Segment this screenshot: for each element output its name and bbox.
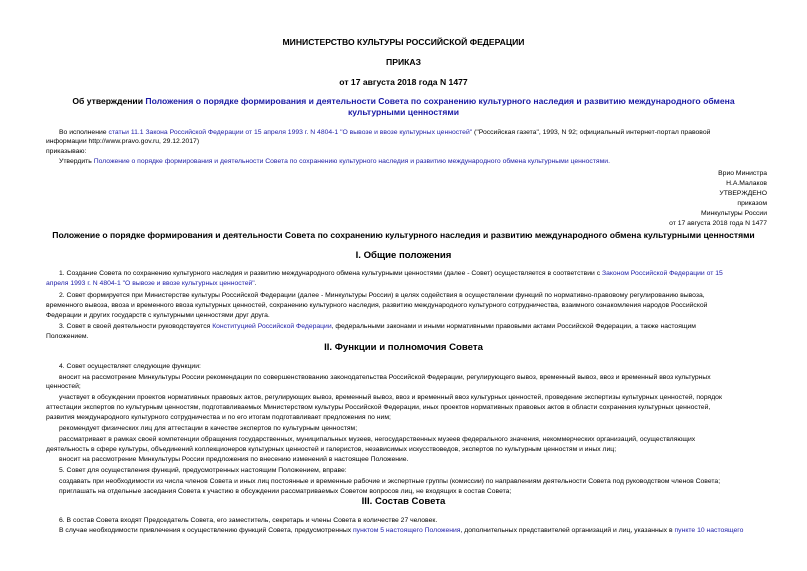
point-5-link[interactable]: пунктом 5 настоящего Положения [353, 527, 461, 534]
preamble-source: ("Российская газета", 1993, N 92; официальный интернет-портал правовой [472, 129, 711, 136]
order-date-number: от 17 августа 2018 года N 1477 [339, 77, 468, 87]
preamble-line2: информации http://www.pravo.gov.ru, 29.12.2017) [46, 138, 200, 145]
approved-ministry: Минкультуры России [701, 210, 767, 217]
order-title-prefix: Об утверждении [72, 96, 146, 106]
approve-link[interactable]: Положение о порядке формирования и деятельности Совета по сохранению культурного наследия и развитию международного обмена культурными ценностями. [93, 158, 610, 165]
paragraph-4: 4. Совет осуществляет следующие функции: [59, 363, 201, 370]
section-3-heading: III. Состав Совета [361, 496, 446, 507]
right-1: создавать при необходимости из числа членов Совета и иных лиц постоянные и временные рабочие и экспертные группы (комиссии) по направлениям деятельности Совета под руководством членов Совета; [59, 478, 721, 485]
approve-lead: Утвердить [59, 158, 94, 165]
point-10-link[interactable]: пункте 10 настоящего [674, 527, 744, 534]
section-2-heading: II. Функции и полномочия Совета [324, 342, 483, 353]
function-5: вносит на рассмотрение Минкультуры России предложения по внесению изменений в настоящее Положение. [59, 456, 409, 463]
approved-date-number: от 17 августа 2018 года N 1477 [669, 220, 767, 227]
paragraph-1-line2 [46, 279, 257, 289]
law-link-2[interactable]: Законом Российской Федерации от 15 [602, 270, 723, 277]
approved-label: УТВЕРЖДЕНО [719, 190, 767, 197]
paragraph-2-line1: 2. Совет формируется при Министерстве культуры Российской Федерации (далее - Минкультуры России) в целях содействия в осуществлении функций по нормативно-правовому регулированию вывоза, [59, 292, 705, 299]
approved-by-order: приказом [737, 200, 767, 207]
ministry-heading: МИНИСТЕРСТВО КУЛЬТУРЫ РОССИЙСКОЙ ФЕДЕРАЦИИ [282, 37, 525, 47]
function-3: рекомендует физических лиц для аттестации в качестве экспертов по культурным ценностям; [59, 425, 358, 432]
paragraph-3-line1 [59, 322, 696, 332]
paragraph-1-tail: . [254, 280, 257, 287]
order-title-line2[interactable]: культурными ценностями [347, 107, 460, 117]
paragraph-2-line3: Федерации и других государств с культурными ценностями друг друга. [46, 312, 270, 319]
constitution-link[interactable]: Конституцией Российской Федерации [212, 323, 332, 330]
function-4-line1: рассматривает в рамках своей компетенции обращения государственных, муниципальных музеев, негосударственных музеев федерального значения, некоммерческих организаций, осуществляющих [59, 436, 696, 443]
preamble-lead: Во исполнение [59, 129, 109, 136]
signature-name: Н.А.Малаков [726, 180, 767, 187]
paragraph-6: 6. В состав Совета входят Председатель Совета, его заместитель, секретарь и члены Совета в количестве 27 человек. [59, 517, 438, 524]
paragraph-7-line1 [59, 526, 743, 536]
function-4-line2: деятельность в сфере культуры, объединений коллекционеров культурных ценностей и галеристов, независимых искусствоведов, экспертов по культурным ценностям и иных лиц; [46, 446, 617, 453]
approve-line [59, 157, 610, 167]
law-link-2-cont[interactable]: апреля 1993 г. N 4804-1 "О вывозе и ввозе культурных ценностей" [46, 280, 255, 287]
paragraph-3-tail: , федеральными законами и иными нормативными правовыми актами Российской Федерации, а также настоящим [331, 323, 696, 330]
order-title [0, 96, 807, 107]
law-link[interactable]: статьи 11.1 Закона Российской Федерации от 15 апреля 1993 г. N 4804-1 "О вывозе и ввозе культурных ценностей" [108, 129, 473, 136]
paragraph-1-line1 [59, 269, 723, 279]
function-2-line3: развития международного культурного сотрудничества и по его итогам подготавливает предложения по ним; [46, 414, 391, 421]
paragraph-1-lead: 1. Создание Совета по сохранению культурного наследия и развитию международного обмена культурными ценностями (далее - Совет) осуществляется в соответствии с [59, 270, 602, 277]
paragraph-3-lead: 3. Совет в своей деятельности руководствуется [59, 323, 213, 330]
right-2: приглашать на отдельные заседания Совета к участию в обсуждении рассматриваемых Советом вопросов лиц, не входящих в состав Совета; [59, 488, 512, 495]
function-1-line1: вносит на рассмотрение Минкультуры России рекомендации по совершенствованию законодательства Российской Федерации, регулирующего вывоз, временный вывоз, ввоз и временный ввоз культурных [59, 374, 711, 381]
paragraph-7-mid: , дополнительных представителей организаций и лиц, указанных в [460, 527, 675, 534]
function-1-line2: ценностей; [46, 383, 81, 390]
section-1-heading: I. Общие положения [355, 250, 452, 261]
order-title-link[interactable]: Положения о порядке формирования и деятельности Совета по сохранению культурного наследия и развитию международного обмена [145, 96, 735, 106]
signature-position: Врио Министра [718, 170, 767, 177]
regulation-title: Положение о порядке формирования и деятельности Совета по сохранению культурного наследия и развитию международного обмена культурными ценностями [52, 230, 755, 240]
function-2-line2: аттестации экспертов по культурным ценностям, подготавливаемых Министерством культуры Российской Федерации, иных проектов нормативных правовых актов в области сохранения культурных ценностей, [46, 404, 711, 411]
function-2-line1: участвует в обсуждении проектов нормативных правовых актов, регулирующих вывоз, временный вывоз, ввоз и временный ввоз культурных ценностей, проведение экспертизы культурных ценностей, порядок [59, 394, 722, 401]
paragraph-2-line2: временного вывоза, ввоза и временного ввоза культурных ценностей, сохранению культурного наследия, развитию международного культурного сотрудничества, взаимного ознакомления народов Российской [46, 302, 708, 309]
order-word: приказываю: [46, 148, 87, 155]
paragraph-7-lead: В случае необходимости привлечения к осуществлению функций Совета, предусмотренных [59, 527, 353, 534]
order-heading: ПРИКАЗ [386, 57, 421, 67]
paragraph-5: 5. Совет для осуществления функций, предусмотренных настоящим Положением, вправе: [59, 467, 347, 474]
paragraph-3-line2: Положением. [46, 333, 89, 340]
